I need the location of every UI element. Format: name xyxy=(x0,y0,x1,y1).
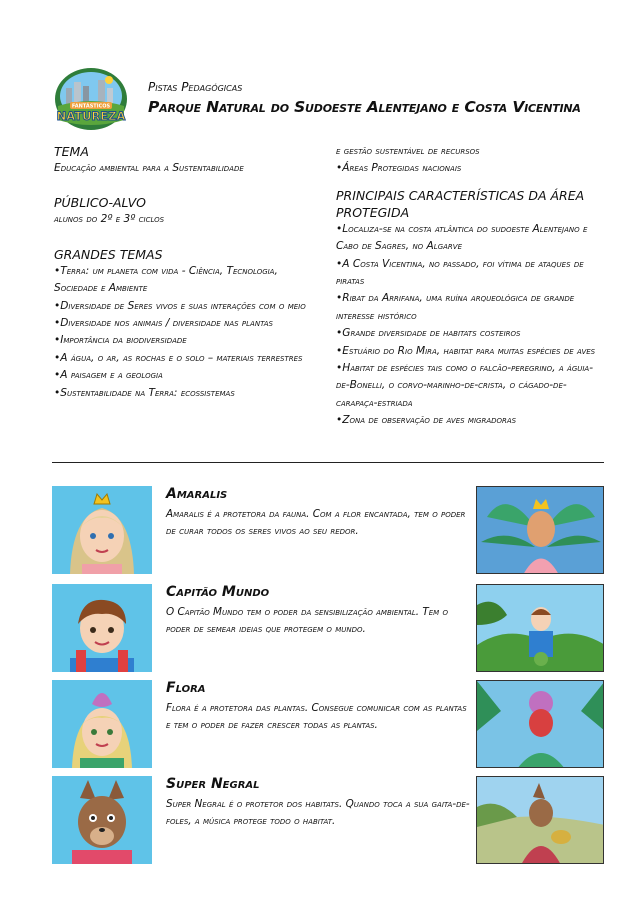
super-negral-scene xyxy=(476,776,604,864)
list-item: • Habitat de espécies tais como o falcão-peregrino, a águia-de-Bonelli, o corvo-marinho-de-crista, o cágado-de-carapaça-estriada xyxy=(336,360,606,412)
flora-portrait xyxy=(52,680,152,768)
character-super-negral xyxy=(52,776,606,864)
super-negral-portrait xyxy=(52,776,152,864)
flora-scene xyxy=(476,680,604,768)
logo-text-main: NATUREZA xyxy=(56,109,126,123)
character-name: Capitão Mundo xyxy=(166,584,270,600)
character-capitao-mundo xyxy=(52,584,606,672)
tema-heading: TEMA xyxy=(54,144,89,159)
list-item: • Grande diversidade de habitats costeiros xyxy=(336,325,606,342)
character-name: Amaralis xyxy=(166,486,228,502)
capitao-mundo-portrait xyxy=(52,584,152,672)
character-description: Flora é a protetora das plantas. Consegue comunicar com as plantas e tem o poder de fazer crescer todas as plantas. xyxy=(166,702,467,731)
list-item: • Terra: um planeta com vida - Ciência, Tecnologia, Sociedade e Ambiente xyxy=(54,263,324,298)
character-name: Flora xyxy=(166,680,206,696)
amaralis-portrait xyxy=(52,486,152,574)
logo-text-top: FANTÁSTICOS xyxy=(71,103,111,110)
list-item: • Estuário do Rio Mira, habitat para muitas espécies de aves xyxy=(336,343,606,360)
character-flora xyxy=(52,680,606,768)
list-item: • Diversidade de Seres vivos e suas interações com o meio xyxy=(54,298,324,315)
character-name: Super Negral xyxy=(166,776,260,792)
publico-text: alunos do 2º e 3º ciclos xyxy=(54,213,165,226)
right-column xyxy=(336,143,606,430)
character-description: Amaralis é a protetora da fauna. Com a flor encantada, tem o poder de curar todos os seres vivos ao seu redor. xyxy=(166,508,466,537)
list-item: • A água, o ar, as rochas e o solo – materiais terrestres xyxy=(54,350,324,367)
publico-heading: PÚBLICO-ALVO xyxy=(54,195,146,211)
list-item: • Sustentabilidade na Terra: ecossistemas xyxy=(54,385,324,402)
list-item: • Zona de observação de aves migradoras xyxy=(336,412,606,429)
list-item: • A paisagem e a geologia xyxy=(54,367,324,384)
list-item: • Áreas Protegidas nacionais xyxy=(336,160,606,177)
capitao-mundo-scene xyxy=(476,584,604,672)
list-item: • Diversidade nos animais / diversidade nas plantas xyxy=(54,315,324,332)
fantasticos-natureza-logo xyxy=(52,66,130,132)
principais-heading: PRINCIPAIS CARACTERÍSTICAS DA ÁREA PROTEGIDA xyxy=(336,187,585,220)
section-divider xyxy=(52,462,604,463)
character-description: Super Negral é o protetor dos habitats. Quando toca a sua gaita-de-foles, a música protege todo o habitat. xyxy=(166,798,470,827)
character-description: O Capitão Mundo tem o poder da sensibilização ambiental. Tem o poder de semear ideias que protegem o mundo. xyxy=(166,606,449,635)
header-overtitle: Pistas Pedagógicas xyxy=(148,80,243,94)
tema-text: Educação ambiental para a Sustentabilidade xyxy=(54,162,244,174)
list-item: • Localiza-se na costa atlântica do sudoeste Alentejano e Cabo de Sagres, no Algarve xyxy=(336,221,606,256)
continuation-text: e gestão sustentável de recursos xyxy=(336,145,480,157)
page-title: Parque Natural do Sudoeste Alentejano e Costa Vicentina xyxy=(148,98,581,116)
list-item: • Importância da biodiversidade xyxy=(54,332,324,349)
left-column xyxy=(54,143,324,402)
character-amaralis xyxy=(52,486,606,574)
list-item: • Ribat da Arrifana, uma ruína arqueológica de grande interesse histórico xyxy=(336,290,606,325)
amaralis-scene xyxy=(476,486,604,574)
grandes-temas-heading: GRANDES TEMAS xyxy=(54,246,163,262)
list-item: • A Costa Vicentina, no passado, foi vítima de ataques de piratas xyxy=(336,256,606,291)
